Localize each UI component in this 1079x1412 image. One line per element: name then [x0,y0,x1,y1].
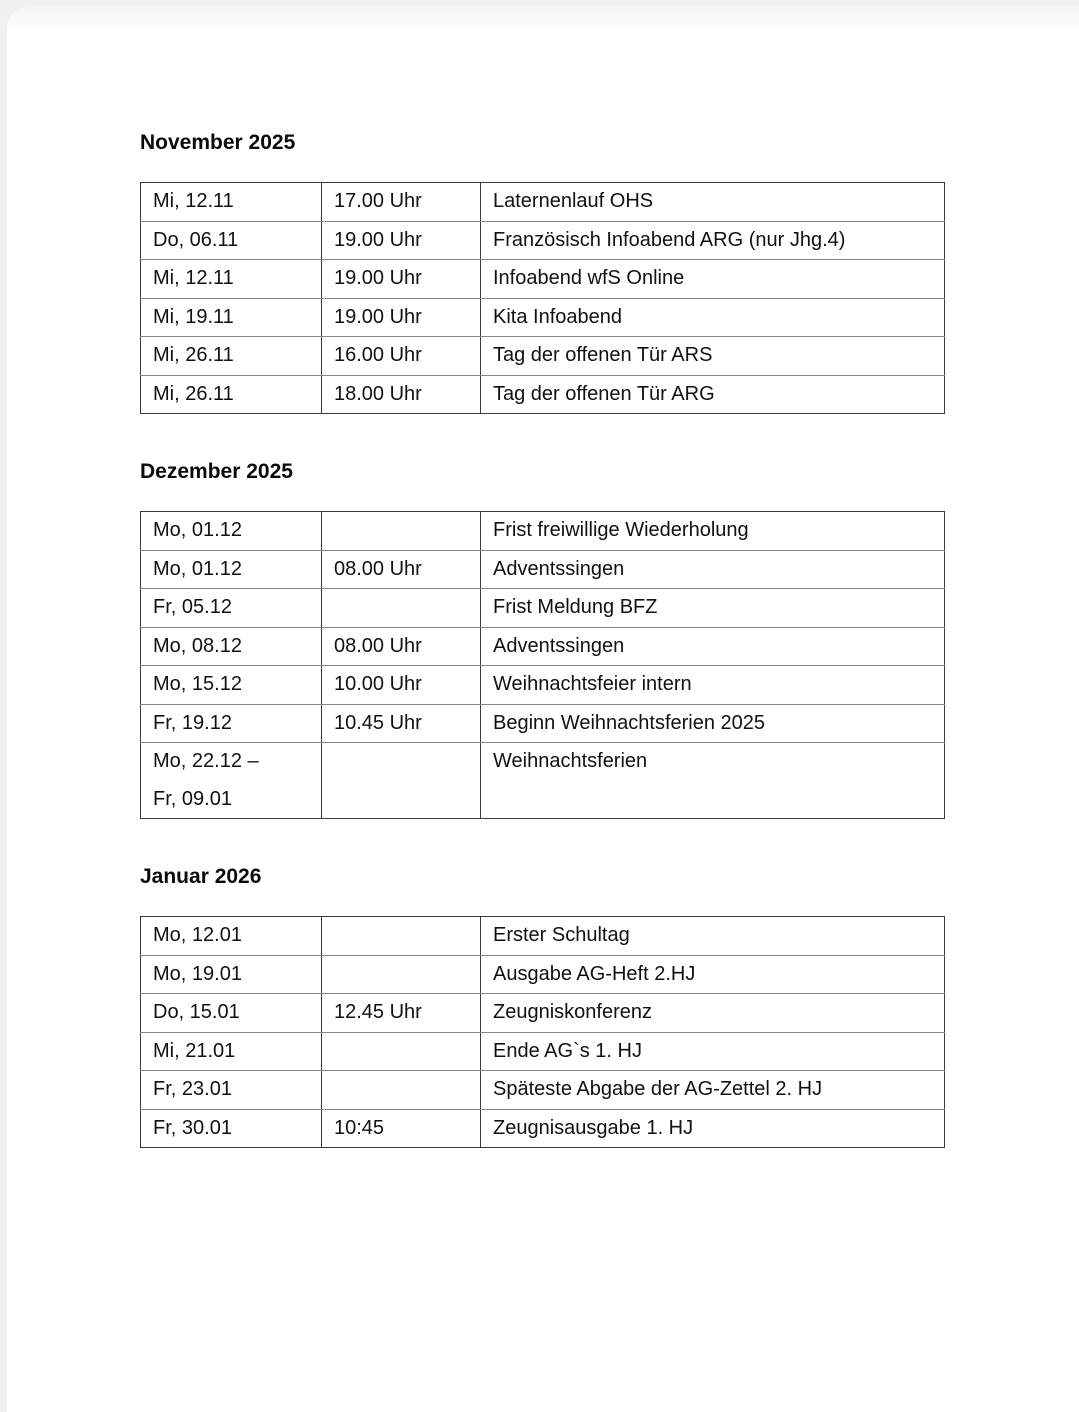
event-row [141,589,945,628]
event-title-cell: Tag der offenen Tür ARS [481,337,945,376]
event-date-cell: Fr, 23.01 [141,1071,322,1110]
event-date-cell: Mo, 08.12 [141,627,322,666]
event-time-cell: 17.00 Uhr [322,183,481,222]
month-section [140,129,944,414]
event-time-cell: 19.00 Uhr [322,260,481,299]
event-time-cell: 19.00 Uhr [322,298,481,337]
event-time-cell: 18.00 Uhr [322,375,481,414]
event-time-cell: 10.00 Uhr [322,666,481,705]
event-time-cell [322,512,481,551]
event-date-cell: Mi, 26.11 [141,375,322,414]
event-row [141,221,945,260]
event-row [141,298,945,337]
event-title-cell: Infoabend wfS Online [481,260,945,299]
event-title-cell: Frist freiwillige Wiederholung [481,512,945,551]
event-title-cell: Tag der offenen Tür ARG [493,382,715,405]
event-row [141,260,945,299]
event-date-cell: Mo, 15.12 [141,666,322,705]
event-time-cell [322,1071,481,1110]
event-row [141,1032,945,1071]
event-row [141,1071,945,1110]
event-date-cell: Fr, 19.12 [141,704,322,743]
event-date-cell: Mo, 19.01 [141,955,322,994]
event-title-cell: Weihnachtsfeier intern [481,666,945,705]
event-title-cell: Kita Infoabend [481,298,945,337]
event-time-cell: 08.00 Uhr [322,627,481,666]
event-date-cell: Mo, 12.01 [141,917,322,956]
event-time-cell: 10:45 [322,1109,481,1148]
event-time-cell: 10.45 Uhr [322,704,481,743]
event-row [141,627,945,666]
month-heading: Dezember 2025 [140,460,293,483]
event-row [141,666,945,705]
event-date-cell: Mi, 21.01 [141,1032,322,1071]
event-time-cell [322,1032,481,1071]
event-time-cell [322,917,481,956]
events-table-body [141,917,945,1148]
school-calendar-document [140,129,944,1148]
event-title-cell: Frist Meldung BFZ [481,589,945,628]
event-row [141,375,945,414]
event-row [141,743,945,819]
event-title-cell: Erster Schultag [481,917,945,956]
event-title-cell: Adventssingen [481,550,945,589]
event-date-cell: Do, 15.01 [141,994,322,1033]
event-time-cell: 16.00 Uhr [322,337,481,376]
month-heading: Januar 2026 [140,865,262,888]
events-table [140,511,945,819]
event-date-cell: Fr, 05.12 [141,589,322,628]
event-date-cell: Mi, 12.11 [141,260,322,299]
event-title-cell: Laternenlauf OHS [481,183,945,222]
event-title-cell: Beginn Weihnachtsferien 2025 [481,704,945,743]
events-table-body [141,512,945,819]
event-date-line: Fr, 09.01 [153,787,232,810]
event-title-cell: Adventssingen [481,627,945,666]
events-table [140,182,945,414]
event-time-cell [322,589,481,628]
event-date-cell [141,743,322,819]
event-time-cell: 12.45 Uhr [322,994,481,1033]
event-date-cell: Mi, 19.11 [141,298,322,337]
event-row [141,704,945,743]
event-title-cell: Französisch Infoabend ARG (nur Jhg.4) [481,221,945,260]
month-heading: November 2025 [140,131,296,154]
event-date-cell: Fr, 30.01 [141,1109,322,1148]
event-date-cell: Mo, 01.12 [141,550,322,589]
events-table-body [141,183,945,414]
month-section [140,863,944,1148]
event-title-cell: Zeugnisausgabe 1. HJ [493,1116,694,1139]
event-date-cell: Do, 06.11 [141,221,322,260]
event-title-cell: Zeugniskonferenz [481,994,945,1033]
event-time-cell [322,955,481,994]
event-row [141,550,945,589]
event-row [141,917,945,956]
event-row [141,955,945,994]
event-date-line: Mo, 22.12 – [153,750,259,772]
event-row [141,183,945,222]
event-date-cell: Mi, 12.11 [141,183,322,222]
events-table [140,916,945,1148]
event-date-cell: Mi, 26.11 [141,337,322,376]
event-title-cell: Ende AG`s 1. HJ [481,1032,945,1071]
event-time-cell: 08.00 Uhr [322,550,481,589]
event-title-cell: Späteste Abgabe der AG-Zettel 2. HJ [481,1071,945,1110]
event-row [141,994,945,1033]
event-title-cell: Ausgabe AG-Heft 2.HJ [481,955,945,994]
event-time-cell: 19.00 Uhr [322,221,481,260]
event-date-cell: Mo, 01.12 [141,512,322,551]
event-row [141,512,945,551]
event-time-cell [322,743,481,819]
event-row [141,1109,945,1148]
document-page [7,7,1079,1412]
event-title-cell: Weihnachtsferien [493,750,648,772]
event-row [141,337,945,376]
month-section [140,458,944,819]
